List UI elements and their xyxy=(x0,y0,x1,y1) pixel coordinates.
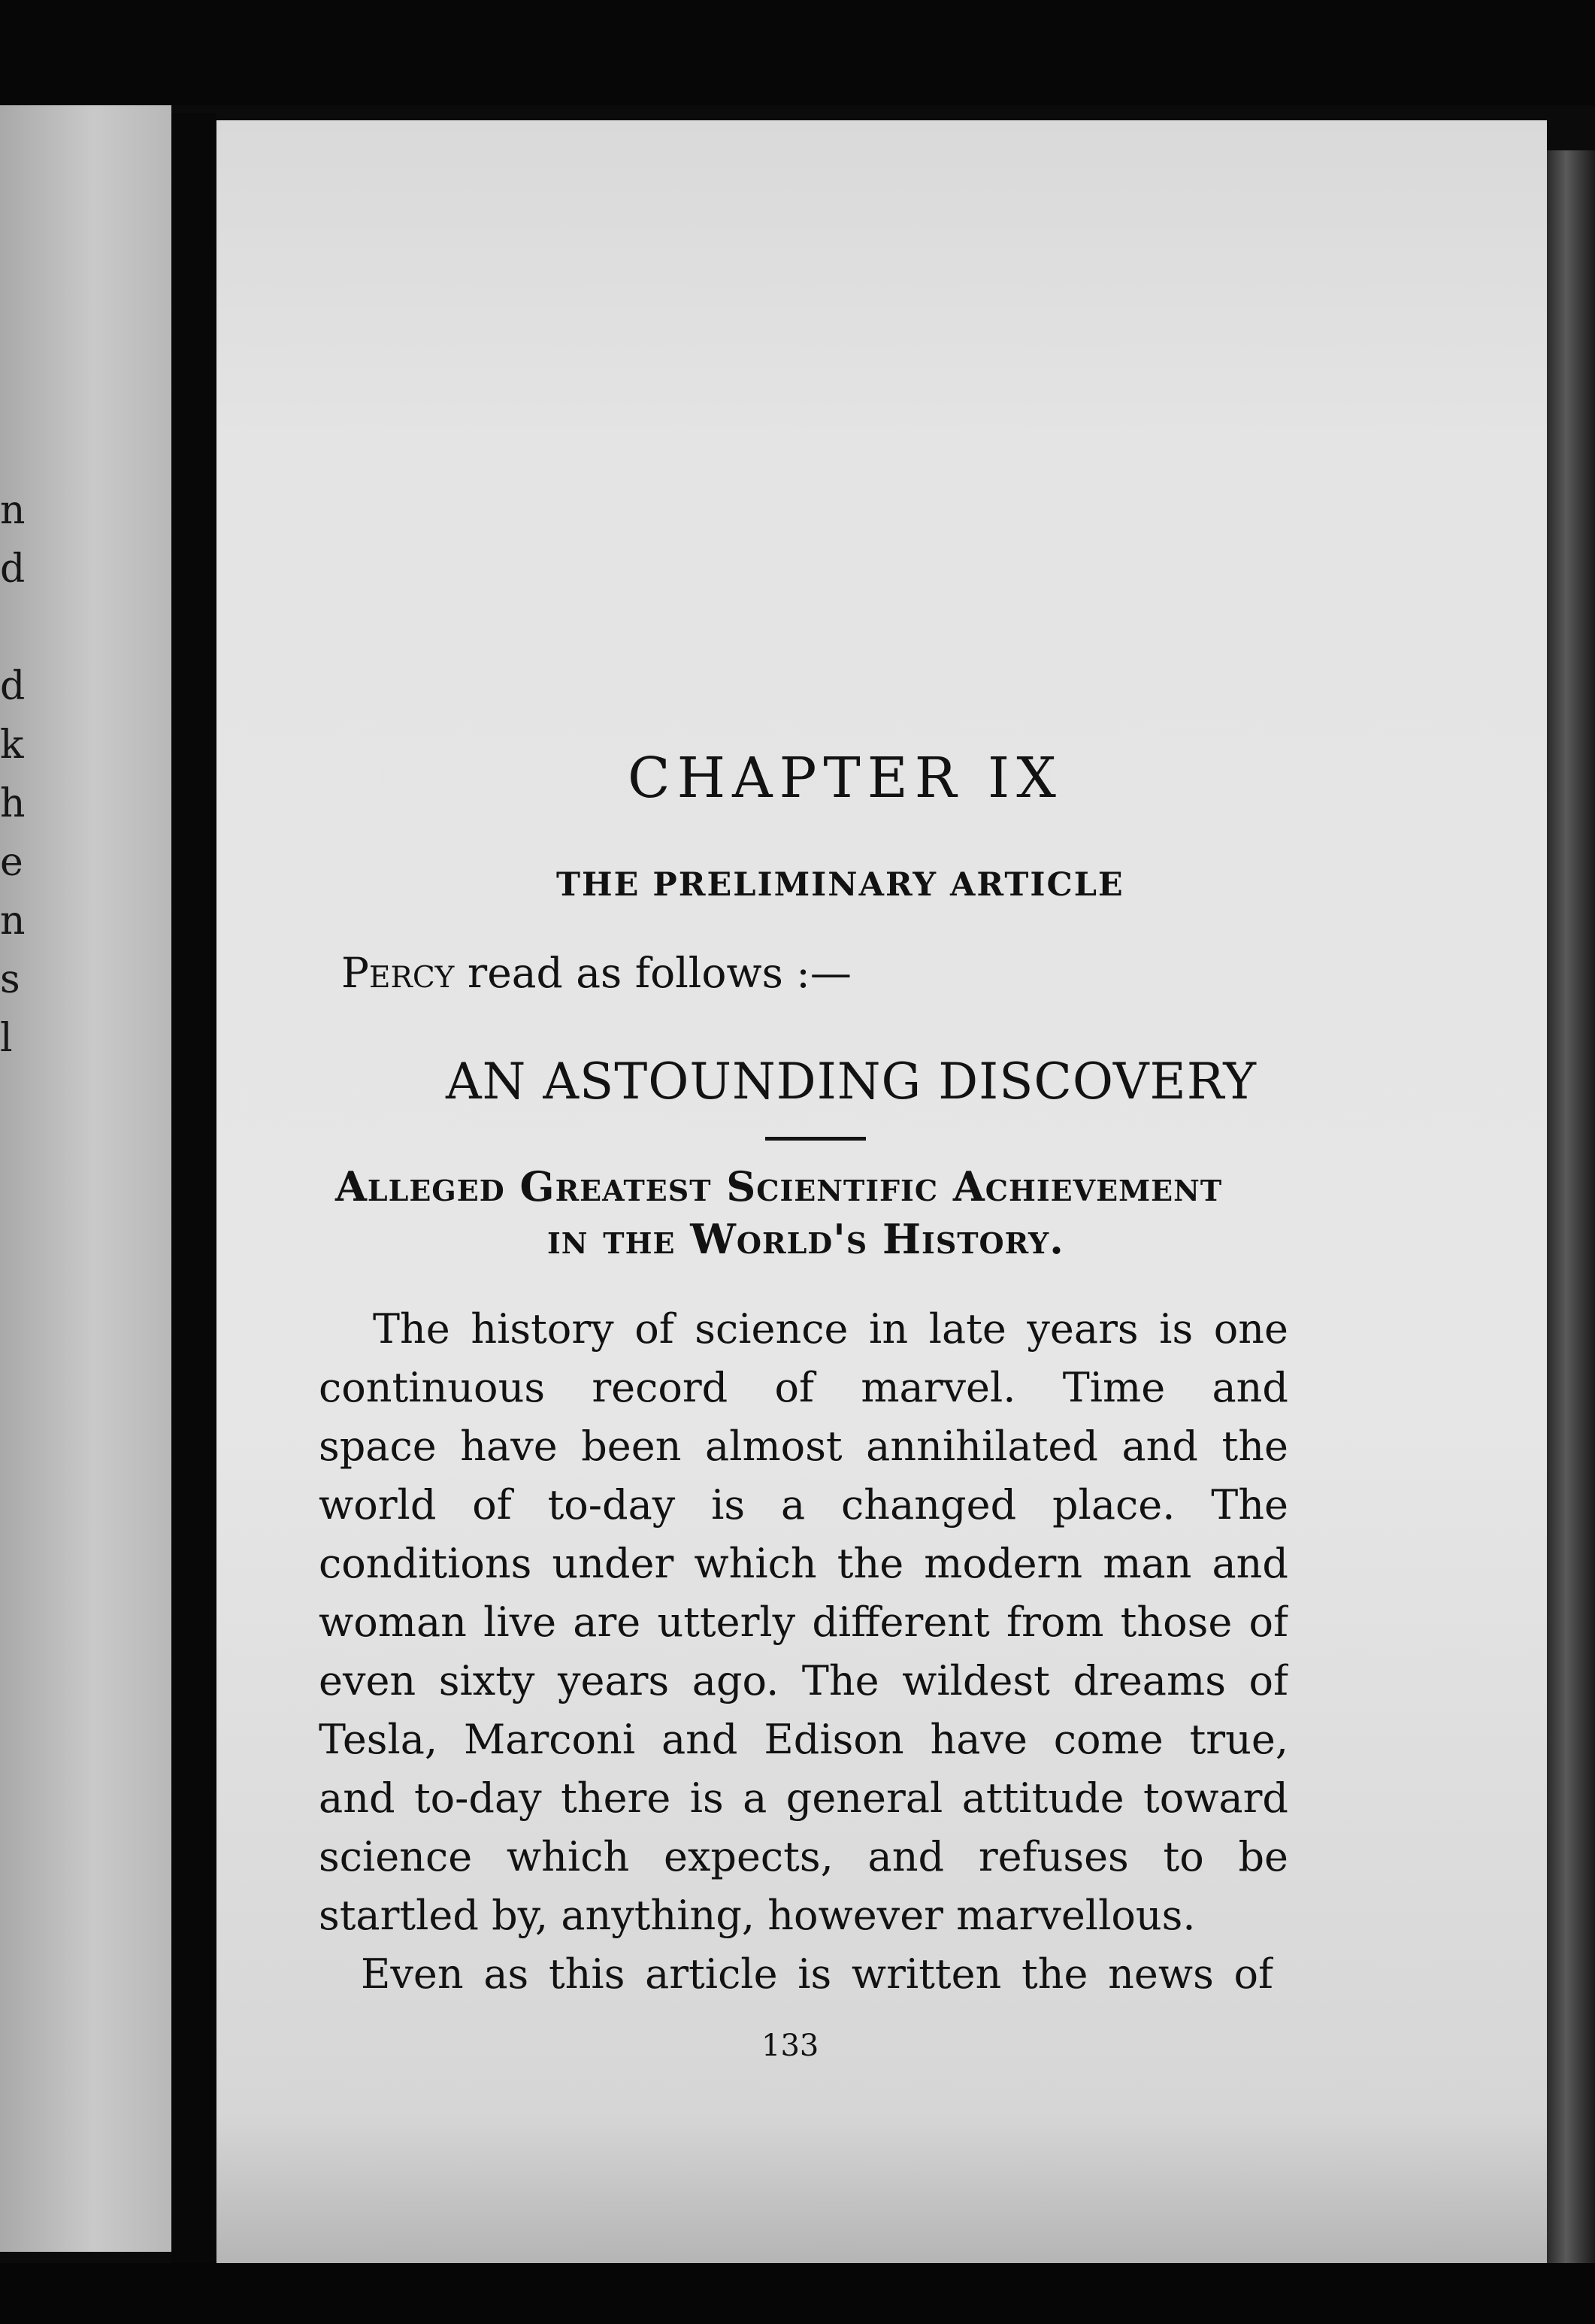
article-headline: AN ASTOUNDING DISCOVERY xyxy=(446,1053,1257,1110)
cropped-letter xyxy=(0,598,45,657)
body-line: continuous record of marvel. Time and xyxy=(319,1364,1288,1411)
body-line: space have been almost annihilated and the xyxy=(319,1423,1288,1470)
cropped-letter: d xyxy=(0,664,26,709)
intro-name: Percy xyxy=(341,949,455,997)
page-number: 133 xyxy=(761,2029,819,2063)
scan-bottom-border xyxy=(0,2263,1595,2324)
body-line: Even as this article is written the news of xyxy=(361,1950,1273,1998)
left-page-fragment xyxy=(0,105,171,2252)
cropped-letter: s xyxy=(0,957,20,1002)
book-gutter-shadow xyxy=(171,113,216,2263)
body-line: even sixty years ago. The wildest dreams of xyxy=(319,1657,1288,1704)
body-line: science which expects, and refuses to be xyxy=(319,1833,1288,1880)
cropped-letter: e xyxy=(0,840,23,885)
headline-rule xyxy=(765,1137,866,1141)
body-line: woman live are utterly different from those of xyxy=(319,1598,1288,1646)
chapter-title: CHAPTER IX xyxy=(628,746,1063,811)
scan-top-border xyxy=(0,0,1595,105)
body-line: world of to-day is a changed place. The xyxy=(319,1481,1288,1529)
intro-line xyxy=(341,949,852,997)
cropped-letter: l xyxy=(0,1016,13,1061)
chapter-subtitle: THE PRELIMINARY ARTICLE xyxy=(556,866,1124,904)
cropped-letter: n xyxy=(0,488,26,533)
cropped-letter: h xyxy=(0,781,26,826)
body-line: The history of science in late years is one xyxy=(373,1305,1288,1353)
article-deck-line-2: in the World's History. xyxy=(547,1215,1064,1263)
cropped-letter: d xyxy=(0,547,26,592)
article-deck-line-1: Alleged Greatest Scientific Achievement xyxy=(335,1162,1223,1210)
body-line: Tesla, Marconi and Edison have come true, xyxy=(319,1716,1288,1763)
body-line: startled by, anything, however marvellous. xyxy=(319,1892,1196,1939)
left-page-cropped-letters xyxy=(0,481,45,1068)
intro-rest: read as follows :— xyxy=(454,949,852,997)
page-edge-shadow xyxy=(1547,150,1595,2286)
body-line: conditions under which the modern man and xyxy=(319,1540,1288,1587)
cropped-letter: k xyxy=(0,723,24,768)
cropped-letter: n xyxy=(0,898,26,944)
body-line: and to-day there is a general attitude toward xyxy=(319,1774,1288,1822)
